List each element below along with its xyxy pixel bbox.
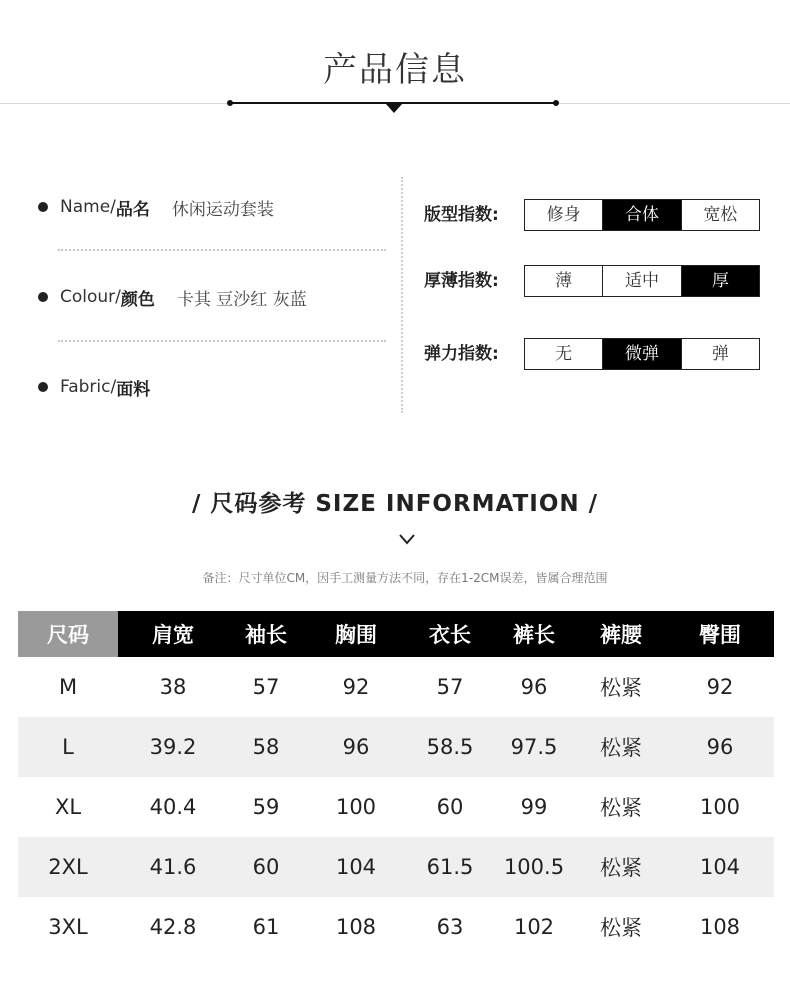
scale-option-selected: 厚 xyxy=(682,266,759,296)
size-note: 备注：尺寸单位CM，因手工测量方法不同，存在1-2CM误差，皆属合理范围 xyxy=(202,571,608,585)
table-cell: 60 xyxy=(228,837,304,897)
accent-dot-right xyxy=(553,100,559,106)
column-header: 裤长 xyxy=(492,611,576,657)
table-cell: 3XL xyxy=(48,915,88,939)
table-row xyxy=(18,657,774,717)
scale-label-thickness: 厚薄指数: xyxy=(424,271,499,291)
scale-option: 弹 xyxy=(711,344,729,364)
table-cell: 42.8 xyxy=(149,915,197,939)
dotted-divider xyxy=(58,340,386,342)
scale-option: 无 xyxy=(525,339,603,369)
info-key-zh: 颜色 xyxy=(120,289,155,310)
chevron-down-icon xyxy=(398,532,416,546)
column-header: 肩宽 xyxy=(118,611,228,657)
table-cell: L xyxy=(18,717,118,777)
table-cell: 100.5 xyxy=(492,837,576,897)
info-key-en: Name/ xyxy=(60,197,116,217)
scale-elasticity xyxy=(524,338,760,370)
table-cell: 2XL xyxy=(18,837,118,897)
table-cell: 松紧 xyxy=(600,796,642,820)
table-cell: 61.5 xyxy=(408,837,492,897)
table-cell: 松紧 xyxy=(600,676,642,700)
column-header: 胸围 xyxy=(304,611,408,657)
info-row-name xyxy=(38,194,274,220)
scale-option: 宽松 xyxy=(703,205,738,225)
table-cell: 108 xyxy=(335,915,377,939)
info-value: 卡其 豆沙红 灰蓝 xyxy=(176,289,307,310)
scale-option: 薄 xyxy=(525,266,603,296)
table-cell: 99 xyxy=(520,795,548,819)
table-cell: 92 xyxy=(706,675,734,699)
table-cell: 38 xyxy=(159,675,187,699)
table-cell: 96 xyxy=(520,675,548,699)
table-cell: 松紧 xyxy=(576,717,666,777)
info-key-zh: 面料 xyxy=(116,379,151,400)
table-cell: 39.2 xyxy=(118,717,228,777)
scale-fit xyxy=(524,199,760,231)
table-cell: 104 xyxy=(666,837,774,897)
info-key-en: Fabric/ xyxy=(60,377,117,397)
table-cell: M xyxy=(58,675,78,699)
table-cell: 100 xyxy=(699,795,741,819)
dotted-divider xyxy=(58,249,386,251)
scale-thickness xyxy=(524,265,760,297)
scale-option: 适中 xyxy=(603,266,681,296)
bullet-icon xyxy=(38,292,48,302)
bullet-icon xyxy=(38,202,48,212)
scale-option: 修身 xyxy=(525,200,603,230)
info-key-zh: 品名 xyxy=(115,199,150,220)
table-cell: 59 xyxy=(252,795,280,819)
column-header: 衣长 xyxy=(408,611,492,657)
info-row-colour xyxy=(38,284,307,310)
info-key-en: Colour/ xyxy=(60,287,121,307)
table-cell: 102 xyxy=(513,915,555,939)
table-row xyxy=(18,837,774,897)
column-header: 尺码 xyxy=(18,611,118,657)
info-value: 休闲运动套装 xyxy=(171,199,274,220)
table-cell: 58.5 xyxy=(408,717,492,777)
page-title: 产品信息 xyxy=(323,50,467,90)
triangle-down-icon xyxy=(386,104,402,113)
table-cell: 96 xyxy=(666,717,774,777)
table-cell: 松紧 xyxy=(576,837,666,897)
scale-label-fit: 版型指数: xyxy=(424,205,499,225)
table-cell: 松紧 xyxy=(600,916,642,940)
table-cell: 61 xyxy=(252,915,280,939)
accent-dot-left xyxy=(227,100,233,106)
table-row xyxy=(18,897,774,957)
table-cell: 104 xyxy=(304,837,408,897)
column-header: 裤腰 xyxy=(576,611,666,657)
scale-label-elasticity: 弹力指数: xyxy=(424,344,499,364)
table-row xyxy=(18,717,774,777)
table-cell: 92 xyxy=(342,675,370,699)
bullet-icon xyxy=(38,382,48,392)
table-cell: 63 xyxy=(436,915,464,939)
scale-option-selected: 微弹 xyxy=(603,339,681,369)
table-cell: 57 xyxy=(436,675,464,699)
table-row xyxy=(18,777,774,837)
table-cell: 57 xyxy=(252,675,280,699)
table-cell: 60 xyxy=(436,795,464,819)
scale-option-selected: 合体 xyxy=(603,200,681,230)
table-cell: 100 xyxy=(335,795,377,819)
table-cell: 41.6 xyxy=(118,837,228,897)
vertical-dotted-divider xyxy=(401,177,403,413)
table-header-row xyxy=(18,611,774,657)
table-cell: 58 xyxy=(228,717,304,777)
table-cell: 108 xyxy=(699,915,741,939)
size-section-title: / 尺码参考 SIZE INFORMATION / xyxy=(191,491,599,517)
table-cell: 96 xyxy=(304,717,408,777)
size-table xyxy=(18,611,774,957)
column-header: 臀围 xyxy=(666,611,774,657)
column-header: 袖长 xyxy=(228,611,304,657)
table-cell: XL xyxy=(54,795,82,819)
table-cell: 40.4 xyxy=(149,795,197,819)
table-cell: 97.5 xyxy=(492,717,576,777)
info-row-fabric xyxy=(38,374,172,400)
